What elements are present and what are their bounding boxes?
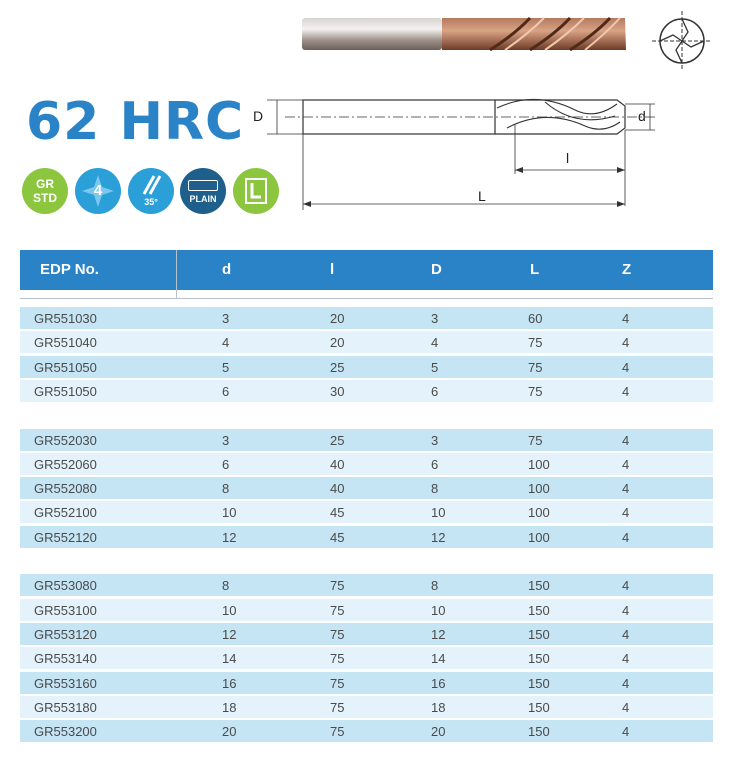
table-cell: GR553080 xyxy=(34,578,97,594)
table-row xyxy=(20,599,713,621)
table-cell: 150 xyxy=(528,724,550,740)
header-d: d xyxy=(222,261,232,278)
table-cell: GR553200 xyxy=(34,724,97,740)
table-cell: 150 xyxy=(528,699,550,715)
table-cell: GR553120 xyxy=(34,626,97,642)
end-view-diagram xyxy=(645,6,720,76)
table-cell: 75 xyxy=(528,335,543,351)
flutes-4-badge-label: 4 xyxy=(93,182,103,199)
table-cell: 75 xyxy=(330,578,345,594)
table-row xyxy=(20,356,713,378)
helix-35-badge-label: 35° xyxy=(144,197,158,207)
table-cell: 60 xyxy=(528,311,543,326)
table-header xyxy=(20,250,713,290)
table-cell: 3 xyxy=(222,311,230,326)
table-cell: 100 xyxy=(528,505,550,521)
table-cell: 25 xyxy=(330,359,345,375)
table-cell: 4 xyxy=(622,311,630,326)
table-cell: 4 xyxy=(622,651,630,667)
table-row xyxy=(20,477,713,499)
table-cell: GR553140 xyxy=(34,651,97,667)
table-row xyxy=(20,380,713,402)
gr-std-badge-line2: STD xyxy=(33,191,57,205)
table-cell: GR552030 xyxy=(34,432,97,448)
technical-drawing xyxy=(245,88,665,218)
table-cell: 6 xyxy=(222,383,230,399)
table-cell: 3 xyxy=(222,432,230,448)
table-cell: GR553180 xyxy=(34,699,97,715)
table-cell: 45 xyxy=(330,505,345,521)
table-cell: 75 xyxy=(330,651,345,667)
table-cell: 40 xyxy=(330,456,345,472)
table-cell: 150 xyxy=(528,651,550,667)
table-cell: 75 xyxy=(330,699,345,715)
table-cell: 75 xyxy=(528,432,543,448)
table-cell: GR551040 xyxy=(34,335,97,351)
table-cell: 8 xyxy=(222,481,230,497)
table-row xyxy=(20,453,713,475)
table-row xyxy=(20,307,713,329)
table-cell: 12 xyxy=(431,626,446,642)
table-cell: 75 xyxy=(330,675,345,691)
table-cell: 4 xyxy=(622,602,630,618)
table-cell: 4 xyxy=(622,359,630,375)
table-cell: 10 xyxy=(222,505,237,521)
table-cell: GR551050 xyxy=(34,359,97,375)
table-cell: 20 xyxy=(431,724,446,740)
table-row xyxy=(20,526,713,548)
table-cell: 100 xyxy=(528,456,550,472)
table-cell: GR551030 xyxy=(34,311,97,326)
table-cell: 20 xyxy=(330,311,345,326)
table-row xyxy=(20,574,713,596)
table-cell: GR553160 xyxy=(34,675,97,691)
table-cell: 25 xyxy=(330,432,345,448)
table-cell: 14 xyxy=(431,651,446,667)
table-cell: 20 xyxy=(330,335,345,351)
dimension-L-label: L xyxy=(478,188,486,204)
flutes-4-badge xyxy=(75,168,121,214)
shank-icon xyxy=(188,180,218,191)
table-cell: 45 xyxy=(330,529,345,545)
table-cell: 100 xyxy=(528,481,550,497)
table-cell: 12 xyxy=(431,529,446,545)
table-cell: 4 xyxy=(622,675,630,691)
dimension-d-label: d xyxy=(638,108,646,124)
table-cell: 5 xyxy=(222,359,230,375)
table-cell: 75 xyxy=(330,724,345,740)
table-cell: 10 xyxy=(431,505,446,521)
table-cell: 4 xyxy=(622,699,630,715)
dimension-l-label: l xyxy=(566,150,570,166)
table-cell: 16 xyxy=(222,675,237,691)
table-cell: 100 xyxy=(528,529,550,545)
table-cell: 4 xyxy=(431,335,439,351)
table-row xyxy=(20,501,713,523)
helix-icon xyxy=(140,174,164,196)
table-cell: 150 xyxy=(528,675,550,691)
header-l: l xyxy=(330,261,335,278)
table-cell: 75 xyxy=(330,602,345,618)
table-cell: 4 xyxy=(622,626,630,642)
header-Z: Z xyxy=(622,261,632,278)
header-separator xyxy=(176,250,177,298)
table-cell: 4 xyxy=(622,432,630,448)
table-cell: 40 xyxy=(330,481,345,497)
table-cell: 10 xyxy=(222,602,237,618)
table-cell: GR552080 xyxy=(34,481,97,497)
table-cell: 5 xyxy=(431,359,439,375)
table-cell: GR552100 xyxy=(34,505,97,521)
table-cell: 10 xyxy=(431,602,446,618)
table-cell: GR551050 xyxy=(34,383,97,399)
table-cell: 4 xyxy=(622,724,630,740)
table-cell: 14 xyxy=(222,651,237,667)
table-cell: 8 xyxy=(431,578,439,594)
table-cell: 3 xyxy=(431,432,439,448)
table-cell: 150 xyxy=(528,602,550,618)
table-cell: 4 xyxy=(622,578,630,594)
table-row xyxy=(20,672,713,694)
header-D: D xyxy=(431,261,442,278)
table-cell: 12 xyxy=(222,529,237,545)
header-L: L xyxy=(530,261,540,278)
plain-shank-badge xyxy=(180,168,226,214)
table-cell: 75 xyxy=(330,626,345,642)
table-cell: 150 xyxy=(528,578,550,594)
table-cell: 4 xyxy=(622,335,630,351)
table-cell: 18 xyxy=(222,699,237,715)
table-cell: 12 xyxy=(222,626,237,642)
header-edp-no: EDP No. xyxy=(40,261,99,278)
table-cell: 75 xyxy=(528,359,543,375)
gr-std-badge xyxy=(22,168,68,214)
table-cell: 4 xyxy=(622,529,630,545)
table-cell: 30 xyxy=(330,383,345,399)
table-cell: 75 xyxy=(528,383,543,399)
dimension-D-label: D xyxy=(253,108,264,124)
helix-35-badge xyxy=(128,168,174,214)
table-cell: 6 xyxy=(431,456,439,472)
table-row xyxy=(20,429,713,451)
table-cell: 3 xyxy=(431,311,439,326)
table-cell: 20 xyxy=(222,724,237,740)
gr-std-badge-line1: GR xyxy=(36,177,54,191)
table-cell: 8 xyxy=(431,481,439,497)
table-row xyxy=(20,623,713,645)
plain-shank-badge-label: PLAIN xyxy=(189,194,217,204)
table-row xyxy=(20,331,713,353)
table-cell: 4 xyxy=(622,383,630,399)
table-cell: GR552060 xyxy=(34,456,97,472)
table-header-underline xyxy=(20,290,713,299)
table-cell: 8 xyxy=(222,578,230,594)
table-cell: GR553100 xyxy=(34,602,97,618)
table-cell: 18 xyxy=(431,699,446,715)
page-title: 62 HRC xyxy=(26,92,245,152)
table-cell: 4 xyxy=(622,505,630,521)
table-row xyxy=(20,696,713,718)
table-cell: 6 xyxy=(222,456,230,472)
table-cell: 4 xyxy=(622,481,630,497)
table-row xyxy=(20,647,713,669)
end-mill-photo xyxy=(300,14,630,54)
table-row xyxy=(20,720,713,742)
table-cell: GR552120 xyxy=(34,529,97,545)
table-cell: 150 xyxy=(528,626,550,642)
table-cell: 4 xyxy=(222,335,230,351)
table-cell: 4 xyxy=(622,456,630,472)
table-cell: 6 xyxy=(431,383,439,399)
table-cell: 16 xyxy=(431,675,446,691)
